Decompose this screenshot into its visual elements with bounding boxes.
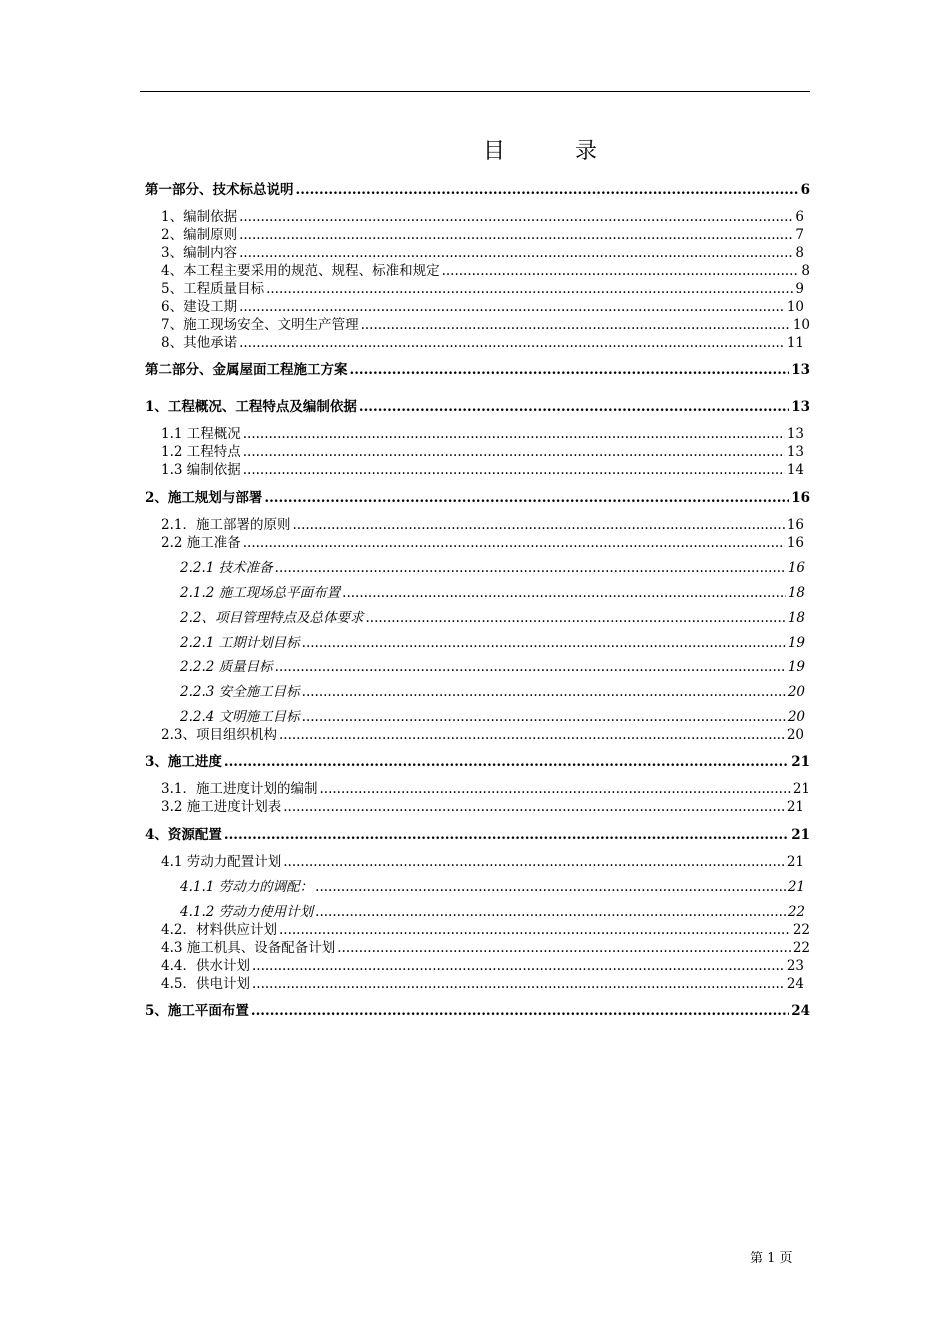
toc-entry-label: 2.2.3 安全施工目标 bbox=[180, 684, 300, 700]
toc-entry[interactable] bbox=[161, 535, 804, 551]
toc-leader-dots bbox=[243, 462, 785, 478]
toc-leader-dots bbox=[264, 490, 789, 506]
toc-entry-page: 9 bbox=[795, 281, 804, 297]
toc-entry[interactable] bbox=[161, 209, 804, 225]
toc-leader-dots bbox=[243, 426, 785, 442]
toc-entry-label: 4.3 施工机具、设备配备计划 bbox=[161, 940, 336, 956]
toc-leader-dots bbox=[359, 399, 789, 415]
toc-entry[interactable] bbox=[180, 879, 805, 895]
toc-leader-dots bbox=[302, 635, 786, 651]
toc-entry[interactable] bbox=[145, 362, 810, 378]
toc-entry[interactable] bbox=[161, 854, 804, 870]
toc-entry[interactable] bbox=[161, 940, 810, 956]
page-number-footer: 第 1 页 bbox=[750, 1251, 793, 1266]
toc-entry[interactable] bbox=[145, 827, 810, 843]
toc-entry-label: 4.2．材料供应计划 bbox=[161, 922, 277, 938]
toc-entry[interactable] bbox=[180, 709, 805, 725]
toc-leader-dots bbox=[342, 585, 786, 601]
toc-entry-page: 19 bbox=[787, 659, 805, 675]
toc-entry-page: 11 bbox=[786, 335, 804, 351]
toc-entry-page: 13 bbox=[791, 362, 810, 378]
toc-entry-page: 21 bbox=[791, 827, 810, 843]
toc-entry-page: 20 bbox=[787, 709, 805, 725]
toc-leader-dots bbox=[252, 976, 785, 992]
page-title bbox=[0, 134, 950, 165]
header-rule bbox=[140, 91, 810, 92]
toc-entry-page: 21 bbox=[792, 781, 810, 797]
toc-entry-label: 3.1．施工进度计划的编制 bbox=[161, 781, 318, 797]
toc-entry-page: 22 bbox=[792, 940, 810, 956]
toc-entry[interactable] bbox=[145, 182, 810, 198]
toc-entry-page: 24 bbox=[791, 1003, 810, 1019]
toc-entry-label: 1、工程概况、工程特点及编制依据 bbox=[145, 399, 357, 415]
toc-entry-page: 21 bbox=[786, 799, 804, 815]
toc-leader-dots bbox=[361, 317, 791, 333]
toc-entry[interactable] bbox=[180, 684, 805, 700]
toc-leader-dots bbox=[224, 827, 789, 843]
toc-entry-page: 16 bbox=[787, 560, 805, 576]
toc-entry-label: 2、施工规划与部署 bbox=[145, 490, 263, 506]
toc-entry[interactable] bbox=[161, 245, 804, 261]
toc-entry-label: 3、编制内容 bbox=[161, 245, 238, 261]
toc-entry[interactable] bbox=[161, 335, 804, 351]
toc-leader-dots bbox=[296, 182, 799, 198]
toc-leader-dots bbox=[252, 958, 785, 974]
toc-entry-page: 13 bbox=[791, 399, 810, 415]
toc-entry-label: 2.3、项目组织机构 bbox=[161, 727, 277, 743]
toc-entry-label: 2.1.2 施工现场总平面布置 bbox=[180, 585, 341, 601]
toc-entry[interactable] bbox=[180, 904, 805, 920]
toc-entry-label: 第二部分、金属屋面工程施工方案 bbox=[145, 362, 348, 378]
toc-entry[interactable] bbox=[180, 560, 805, 576]
toc-entry-page: 21 bbox=[787, 879, 805, 895]
toc-entry[interactable] bbox=[145, 490, 810, 506]
toc-entry-label: 2.2 施工准备 bbox=[161, 535, 241, 551]
toc-leader-dots bbox=[292, 517, 784, 533]
toc-leader-dots bbox=[315, 904, 786, 920]
toc-leader-dots bbox=[243, 535, 785, 551]
toc-entry[interactable] bbox=[180, 635, 805, 651]
toc-leader-dots bbox=[337, 940, 791, 956]
toc-entry-label: 2.2.4 文明施工目标 bbox=[180, 709, 300, 725]
toc-entry[interactable] bbox=[180, 610, 805, 626]
toc-leader-dots bbox=[239, 245, 793, 261]
toc-entry-page: 20 bbox=[787, 684, 805, 700]
toc-entry-label: 2.2.1 技术准备 bbox=[180, 560, 273, 576]
toc-entry-page: 7 bbox=[795, 227, 804, 243]
toc-entry-label: 5、工程质量目标 bbox=[161, 281, 265, 297]
toc-entry-label: 3、施工进度 bbox=[145, 754, 222, 770]
title-char-1: 目 bbox=[482, 139, 505, 164]
toc-entry-label: 2.2.1 工期计划目标 bbox=[180, 635, 300, 651]
toc-entry-label: 5、施工平面布置 bbox=[145, 1003, 249, 1019]
toc-entry-label: 第一部分、技术标总说明 bbox=[145, 182, 294, 198]
toc-entry-page: 8 bbox=[795, 245, 804, 261]
toc-entry-label: 2、编制原则 bbox=[161, 227, 238, 243]
toc-entry[interactable] bbox=[161, 958, 804, 974]
toc-entry[interactable] bbox=[145, 1003, 810, 1019]
toc-entry[interactable] bbox=[161, 444, 804, 460]
toc-entry-page: 6 bbox=[795, 209, 804, 225]
toc-leader-dots bbox=[224, 754, 789, 770]
toc-leader-dots bbox=[442, 263, 800, 279]
toc-entry[interactable] bbox=[161, 317, 810, 333]
toc-entry-page: 20 bbox=[786, 727, 804, 743]
toc-entry[interactable] bbox=[161, 517, 804, 533]
toc-entry-label: 2.1．施工部署的原则 bbox=[161, 517, 291, 533]
toc-entry-label: 4.1.1 劳动力的调配： bbox=[180, 879, 314, 895]
toc-entry-page: 10 bbox=[792, 317, 810, 333]
toc-entry[interactable] bbox=[145, 754, 810, 770]
toc-entry-page: 16 bbox=[791, 490, 810, 506]
toc-entry-label: 1.1 工程概况 bbox=[161, 426, 241, 442]
toc-entry[interactable] bbox=[161, 426, 804, 442]
toc-entry-page: 18 bbox=[787, 610, 805, 626]
toc-entry[interactable] bbox=[180, 585, 805, 601]
toc-entry-page: 19 bbox=[787, 635, 805, 651]
toc-entry-label: 4、资源配置 bbox=[145, 827, 222, 843]
toc-entry-page: 21 bbox=[786, 854, 804, 870]
toc-leader-dots bbox=[266, 281, 793, 297]
toc-entry[interactable] bbox=[161, 799, 804, 815]
toc-entry-page: 22 bbox=[787, 904, 805, 920]
toc-entry[interactable] bbox=[145, 399, 810, 415]
toc-entry-page: 13 bbox=[786, 444, 804, 460]
toc-entry-label: 6、建设工期 bbox=[161, 299, 238, 315]
toc-leader-dots bbox=[315, 879, 786, 895]
toc-leader-dots bbox=[239, 335, 785, 351]
toc-leader-dots bbox=[275, 560, 786, 576]
toc-entry-label: 4.5．供电计划 bbox=[161, 976, 250, 992]
toc-leader-dots bbox=[302, 684, 786, 700]
toc-entry-page: 21 bbox=[791, 754, 810, 770]
toc-entry-label: 2.2、项目管理特点及总体要求 bbox=[180, 610, 364, 626]
toc-entry[interactable] bbox=[161, 263, 810, 279]
toc-entry-page: 13 bbox=[786, 426, 804, 442]
toc-leader-dots bbox=[239, 299, 785, 315]
toc-leader-dots bbox=[302, 709, 786, 725]
toc-entry-label: 4.1.2 劳动力使用计划 bbox=[180, 904, 314, 920]
toc-leader-dots bbox=[283, 799, 785, 815]
toc-leader-dots bbox=[239, 209, 793, 225]
toc-leader-dots bbox=[279, 922, 791, 938]
toc-entry-page: 22 bbox=[792, 922, 810, 938]
toc-entry-page: 18 bbox=[787, 585, 805, 601]
toc-entry[interactable] bbox=[180, 659, 805, 675]
toc-entry[interactable] bbox=[161, 462, 804, 478]
toc-entry-label: 3.2 施工进度计划表 bbox=[161, 799, 282, 815]
toc-entry[interactable] bbox=[161, 922, 810, 938]
toc-leader-dots bbox=[350, 362, 790, 378]
toc-entry-page: 14 bbox=[786, 462, 804, 478]
toc-leader-dots bbox=[251, 1003, 789, 1019]
toc-entry-label: 4.4．供水计划 bbox=[161, 958, 250, 974]
toc-entry-label: 7、施工现场安全、文明生产管理 bbox=[161, 317, 359, 333]
toc-entry-page: 23 bbox=[786, 958, 804, 974]
toc-entry-label: 4、本工程主要采用的规范、规程、标准和规定 bbox=[161, 263, 440, 279]
toc-leader-dots bbox=[365, 610, 785, 626]
toc-entry-page: 6 bbox=[800, 182, 810, 198]
toc-entry[interactable] bbox=[161, 781, 810, 797]
toc-entry-label: 1、编制依据 bbox=[161, 209, 238, 225]
toc-entry-page: 10 bbox=[786, 299, 804, 315]
toc-entry-label: 2.2.2 质量目标 bbox=[180, 659, 273, 675]
toc-entry[interactable] bbox=[161, 299, 804, 315]
title-char-2: 录 bbox=[575, 139, 598, 164]
toc-entry-label: 1.2 工程特点 bbox=[161, 444, 241, 460]
toc-leader-dots bbox=[243, 444, 785, 460]
toc-entry-page: 16 bbox=[786, 535, 804, 551]
toc-entry-page: 8 bbox=[801, 263, 810, 279]
toc-leader-dots bbox=[283, 854, 785, 870]
toc-entry-page: 16 bbox=[786, 517, 804, 533]
toc-entry-label: 4.1 劳动力配置计划 bbox=[161, 854, 282, 870]
toc-entry[interactable] bbox=[161, 976, 804, 992]
toc-leader-dots bbox=[275, 659, 786, 675]
toc-entry[interactable] bbox=[161, 227, 804, 243]
toc-entry-label: 8、其他承诺 bbox=[161, 335, 238, 351]
toc-entry-label: 1.3 编制依据 bbox=[161, 462, 241, 478]
toc-entry[interactable] bbox=[161, 281, 804, 297]
toc-entry-page: 24 bbox=[786, 976, 804, 992]
toc-entry[interactable] bbox=[161, 727, 804, 743]
toc-leader-dots bbox=[239, 227, 793, 243]
toc-leader-dots bbox=[319, 781, 790, 797]
toc-leader-dots bbox=[279, 727, 785, 743]
